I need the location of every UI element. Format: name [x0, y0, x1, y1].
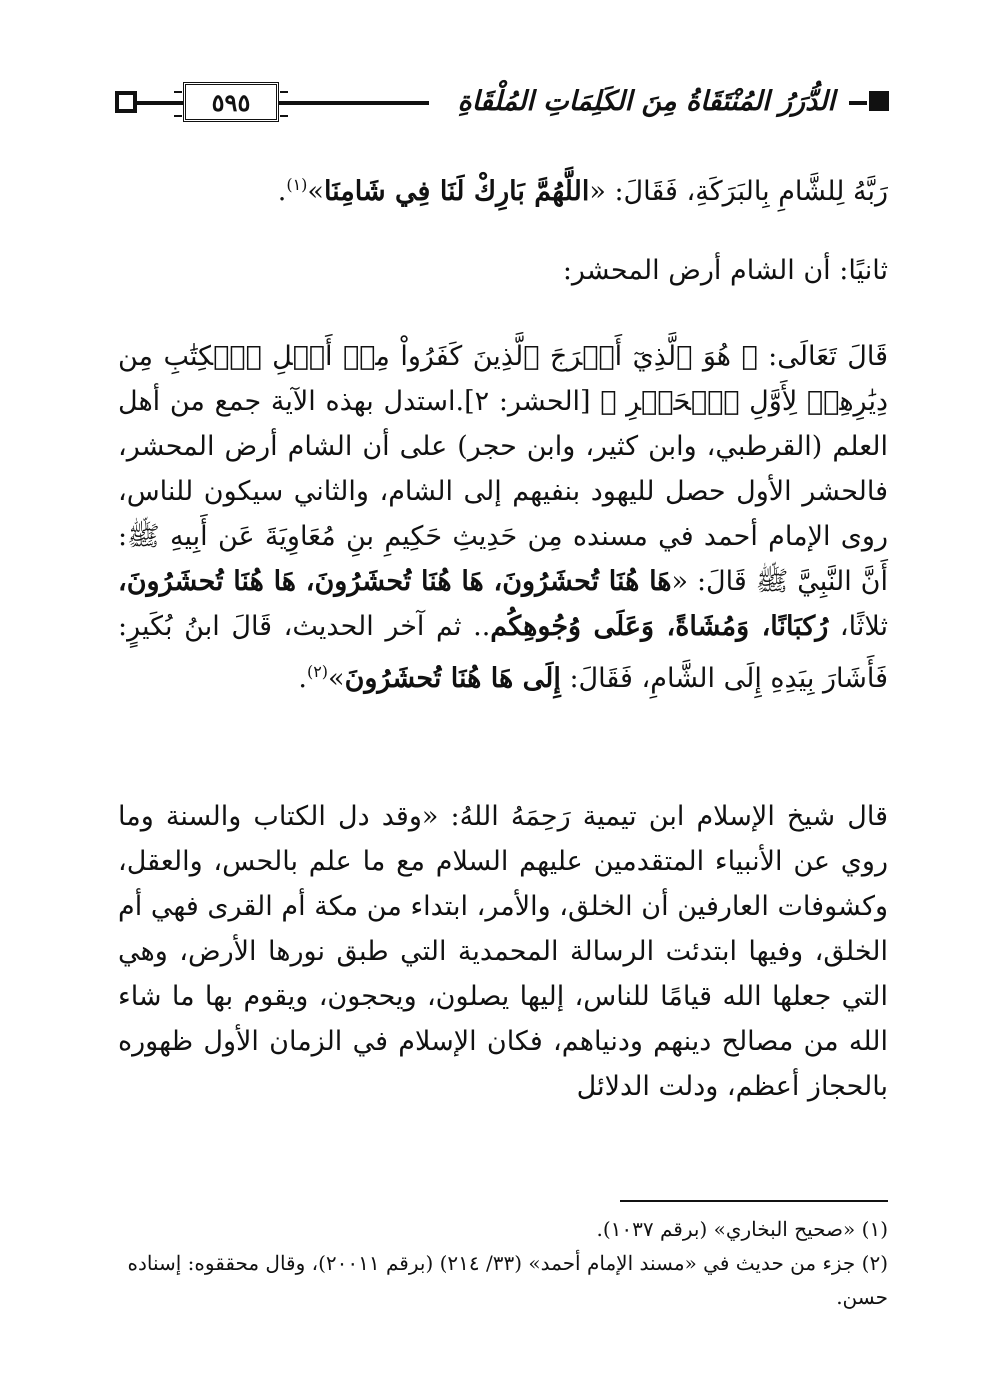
- paragraph-1: رَبَّهُ لِلشَّامِ بِالبَرَكَةِ، فَقَالَ: «اللَّهُمَّ بَارِكْ لَنَا فِي شَامِنَا»$^{(١)}$.: [277, 175, 888, 207]
- page-number: ٥٩٥: [183, 82, 279, 122]
- hadith-quote: اللَّهُمَّ بَارِكْ لَنَا فِي شَامِنَا: [323, 176, 590, 207]
- header-ornament-left: [115, 91, 137, 113]
- header-ornament-right: [869, 91, 889, 111]
- footnote-ref-2[interactable]: (٢): [306, 662, 329, 681]
- header-rule-middle: [279, 101, 429, 105]
- paragraph-4: قال شيخ الإسلام ابن تيمية رَحِمَهُ اللهُ: «وقد دل الكتاب والسنة وما روي عن الأنبياء المتقدمين عليهم السلام مع ما علم بالحس، والعقل، وكشوفات العارفين أن الخلق، والأمر، ابتداء من مكة أم القرى فهي أم الخلق، وفيها ابتدئت الرسالة المحمدية التي طبق نورها الأرض، وهي التي جعلها الله قيامًا للناس، إليها يصلون، ويحجون، ويقوم بها ما شاء الله من مصالح دينهم ودنياهم، فكان الإسلام في الزمان الأول ظهوره بالحجاز أعظم، ودلت الدلائل: [118, 801, 888, 1102]
- section-heading: ثانيًا: أن الشام أرض المحشر:: [562, 255, 888, 286]
- hadith-quote: إِلَى هَا هُنَا تُحشَرُونَ: [344, 663, 561, 694]
- footnote-divider: [620, 1200, 888, 1202]
- footnote-1: (١) «صحيح البخاري» (برقم ١٠٣٧).: [596, 1217, 888, 1241]
- book-title: الدُّرَرُ المُنْتَقَاةُ مِنَ الكَلِمَاتِ المُلْقَاةِ: [444, 78, 849, 124]
- footnotes: [118, 1212, 888, 1314]
- page-header: [115, 78, 889, 128]
- paragraph-3: قَالَ تَعَالَى: ﴿ هُوَ ٱلَّذِيٓ أَخۡرَجَ ٱلَّذِينَ كَفَرُواْ مِنۡ أَهۡلِ ٱلۡكِتَٰبِ مِن دِيَٰرِهِمۡ لِأَوَّلِ ٱلۡحَشۡرِ ﴾ [الحشر: ٢].استدل بهذه الآية جمع من أهل العلم (القرطبي، وابن كثير، وابن حجر) على أن الشام أرض المحشر، فالحشر الأول حصل لليهود بنفيهم إلى الشام، والثاني سيكون للناس، روى الإمام أحمد في مسنده مِن حَدِيثِ حَكِيمِ بنِ مُعَاوِيَةَ عَن أَبِيهِ ﷺ: أَنَّ النَّبِيَّ ﷺ قَالَ: «هَا هُنَا تُحشَرُونَ، هَا هُنَا تُحشَرُونَ، هَا هُنَا تُحشَرُونَ، ثلاثًا، رُكبَانًا، وَمُشَاةً، وَعَلَى وُجُوهِكُم.. ثم آخر الحديث، قَالَ ابنُ بُكَيرٍ: فَأَشَارَ بِيَدِهِ إِلَى الشَّامِ، فَقَالَ: إِلَى هَا هُنَا تُحشَرُونَ»$^{(٢)}$.: [118, 341, 888, 694]
- hadith-quote: هَا هُنَا تُحشَرُونَ، هَا هُنَا تُحشَرُونَ، هَا هُنَا تُحشَرُونَ،: [118, 566, 672, 597]
- footnote-ref-1[interactable]: (١): [286, 175, 308, 194]
- footnote-2: (٢) جزء من حديث في «مسند الإمام أحمد» (٣٣/ ٢١٤) (برقم ٢٠٠١١)، وقال محققوه: إسناده حسن.: [127, 1251, 888, 1309]
- header-rule-right: [849, 101, 867, 105]
- hadith-quote: رُكبَانًا، وَمُشَاةً، وَعَلَى وُجُوهِكُم: [490, 611, 829, 642]
